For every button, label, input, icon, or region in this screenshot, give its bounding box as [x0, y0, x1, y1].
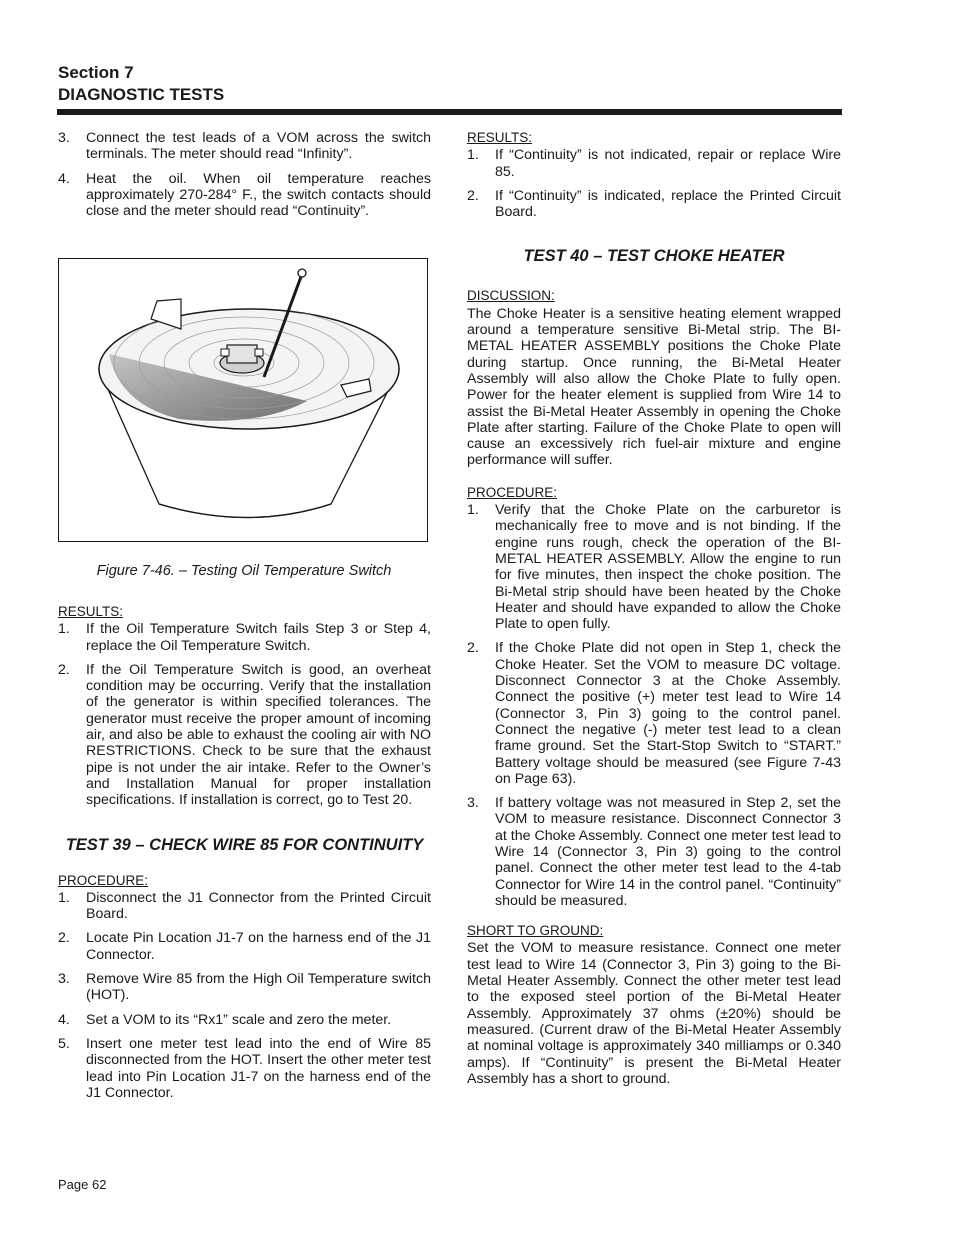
item-text: Disconnect the J1 Connector from the Printed Circuit Board. — [86, 889, 431, 923]
item-number: 4. — [58, 170, 70, 187]
item-text: If “Continuity” is not indicated, repair or replace Wire 85. — [495, 147, 841, 180]
item-number: 2. — [58, 930, 70, 947]
right-column — [467, 130, 841, 1087]
item-number: 1. — [58, 889, 70, 906]
item-number: 3. — [58, 130, 70, 146]
item-text: Insert one meter test lead into the end of Wire 85 disconnected from the HOT. Insert the other meter test lead into Pin Location J1-7 on the harness end of the J1 Connector. — [86, 1035, 431, 1101]
oil-pot-illustration — [59, 259, 426, 540]
discussion-text: The Choke Heater is a sensitive heating element wrapped around a temperature sensitive Bi-Metal strip. The BI-METAL HEATER ASSEMBLY positions the Choke Plate during startup. Once running, the Bi-Metal Heater Assembly will also allow the Choke Plate to fully open. Power for the heater element is supplied from Wire 14 to assist the Bi-Metal Heater Assembly in opening the Choke Plate after starting. Failure of the Choke Plate to open will cause an excessively rich fuel-air mixture and engine performance will suffer. — [467, 305, 841, 469]
discussion-label: DISCUSSION: — [467, 288, 555, 304]
item-number: 1. — [58, 621, 70, 638]
item-text: Set a VOM to its “Rx1” scale and zero the meter. — [86, 1011, 392, 1028]
item-text: Verify that the Choke Plate on the carburetor is mechanically free to move and is not binding. If the engine runs rough, check the operation of the BI-METAL HEATER ASSEMBLY. Allow the engine to run for five minutes, then inspect the choke position. The Bi-Metal strip should have been heated by the Choke Heater and should have expanded to allow the Choke Plate to open fully. — [495, 502, 841, 633]
item-number: 3. — [58, 971, 70, 988]
short-to-ground-label: SHORT TO GROUND: — [467, 923, 604, 939]
results-label: RESULTS: — [58, 604, 124, 619]
item-number: 3. — [467, 795, 479, 812]
list-item — [58, 130, 431, 163]
item-number: 2. — [467, 640, 479, 657]
list-item — [467, 640, 841, 787]
test-40-steps — [467, 502, 841, 909]
item-number: 4. — [58, 1011, 70, 1028]
short-to-ground-text: Set the VOM to measure resistance. Connect one meter test lead to Wire 14 (Connector 3, Pin 3) going to the Bi-Metal Heater Assembly. Connect the other meter test lead to the exposed steel portion of the Bi-Metal Heater Assembly. Approximately 37 ohms (±20%) should be measured. (Current draw of the Bi-Metal Heater Assembly at nominal voltage is approximately 340 milliamps or 0.340 amps). If “Continuity” is present the Bi-Metal Heater Assembly has a short to ground. — [467, 940, 841, 1087]
section-title: DIAGNOSTIC TESTS — [58, 85, 225, 104]
list-item — [58, 621, 431, 654]
procedure-label: PROCEDURE: — [58, 872, 149, 888]
item-number: 2. — [58, 661, 70, 678]
results-label: RESULTS: — [467, 130, 533, 145]
item-text: If the Oil Temperature Switch is good, an overheat condition may be occurring. Verify that the installation of the generator is within specified tolerances. The generator must receive the proper amount of incoming air, and also be able to exhaust the cooling air with NO RESTRICTIONS. Check to be sure that the exhaust pipe is not under the air intake. Refer to the Owner’s and Installation Manual for proper installation specifications. If installation is correct, go to Test 20. — [86, 661, 431, 809]
item-text: If “Continuity” is indicated, replace the Printed Circuit Board. — [495, 187, 841, 221]
list-item — [58, 930, 431, 963]
item-text: If the Oil Temperature Switch fails Step 3 or Step 4, replace the Oil Temperature Switch. — [86, 621, 431, 654]
test-40-heading: TEST 40 – TEST CHOKE HEATER — [523, 247, 785, 266]
oil-switch-steps — [58, 130, 431, 219]
item-number: 1. — [467, 502, 479, 519]
list-item — [58, 171, 431, 220]
oil-temperature-switch — [220, 345, 264, 373]
list-item — [58, 662, 431, 809]
list-item — [58, 890, 431, 923]
procedure-label: PROCEDURE: — [467, 484, 558, 500]
item-text: If the Choke Plate did not open in Step 1, check the Choke Heater. Set the VOM to measure DC voltage. Disconnect Connector 3 at the Choke Assembly. Connect the positive (+) meter test lead to Wire 14 (Connector 3, Pin 3) going to the control panel. Connect the negative (-) meter test lead to a clean frame ground. Set the Start-Stop Switch to “START.” Battery voltage should be measured (see Figure 7-43 on Page 63). — [495, 640, 841, 787]
item-text: Remove Wire 85 from the High Oil Temperature switch (HOT). — [86, 971, 431, 1004]
figure-caption: Figure 7-46. – Testing Oil Temperature Switch — [96, 563, 392, 579]
list-item — [58, 1036, 431, 1101]
section-number: Section 7 — [58, 63, 134, 82]
figure-oil-temperature-switch — [58, 258, 428, 542]
item-text: Heat the oil. When oil temperature reaches approximately 270-284° F., the switch contacts should close and the meter should read “Continuity”. — [86, 170, 431, 220]
results-list — [467, 147, 841, 220]
header-rule — [57, 109, 842, 115]
item-number: 5. — [58, 1035, 70, 1052]
list-item — [467, 147, 841, 180]
item-text: Locate Pin Location J1-7 on the harness end of the J1 Connector. — [86, 930, 431, 963]
page-number: Page 62 — [58, 1177, 107, 1192]
list-item — [467, 188, 841, 221]
results-list — [58, 621, 431, 808]
item-number: 1. — [467, 147, 479, 164]
list-item — [58, 971, 431, 1004]
left-column-bottom — [58, 604, 431, 1109]
test-39-steps — [58, 890, 431, 1101]
item-number: 2. — [467, 187, 479, 204]
left-column-top — [58, 130, 431, 227]
list-item — [467, 795, 841, 909]
item-text: Connect the test leads of a VOM across the switch terminals. The meter should read “Infinity”. — [86, 130, 431, 163]
item-text: If battery voltage was not measured in Step 2, set the VOM to measure resistance. Disconnect Connector 3 at the Choke Assembly. Connect one meter test lead to Wire 14 (Connector 3, Pin 3) going to the control panel. Connect the other meter test lead to the 4-tab Connector for Wire 14 in the control panel. “Continuity” should be measured. — [495, 795, 841, 909]
test-39-heading: TEST 39 – CHECK WIRE 85 FOR CONTINUITY — [65, 835, 424, 854]
list-item — [467, 502, 841, 632]
list-item — [58, 1012, 431, 1028]
